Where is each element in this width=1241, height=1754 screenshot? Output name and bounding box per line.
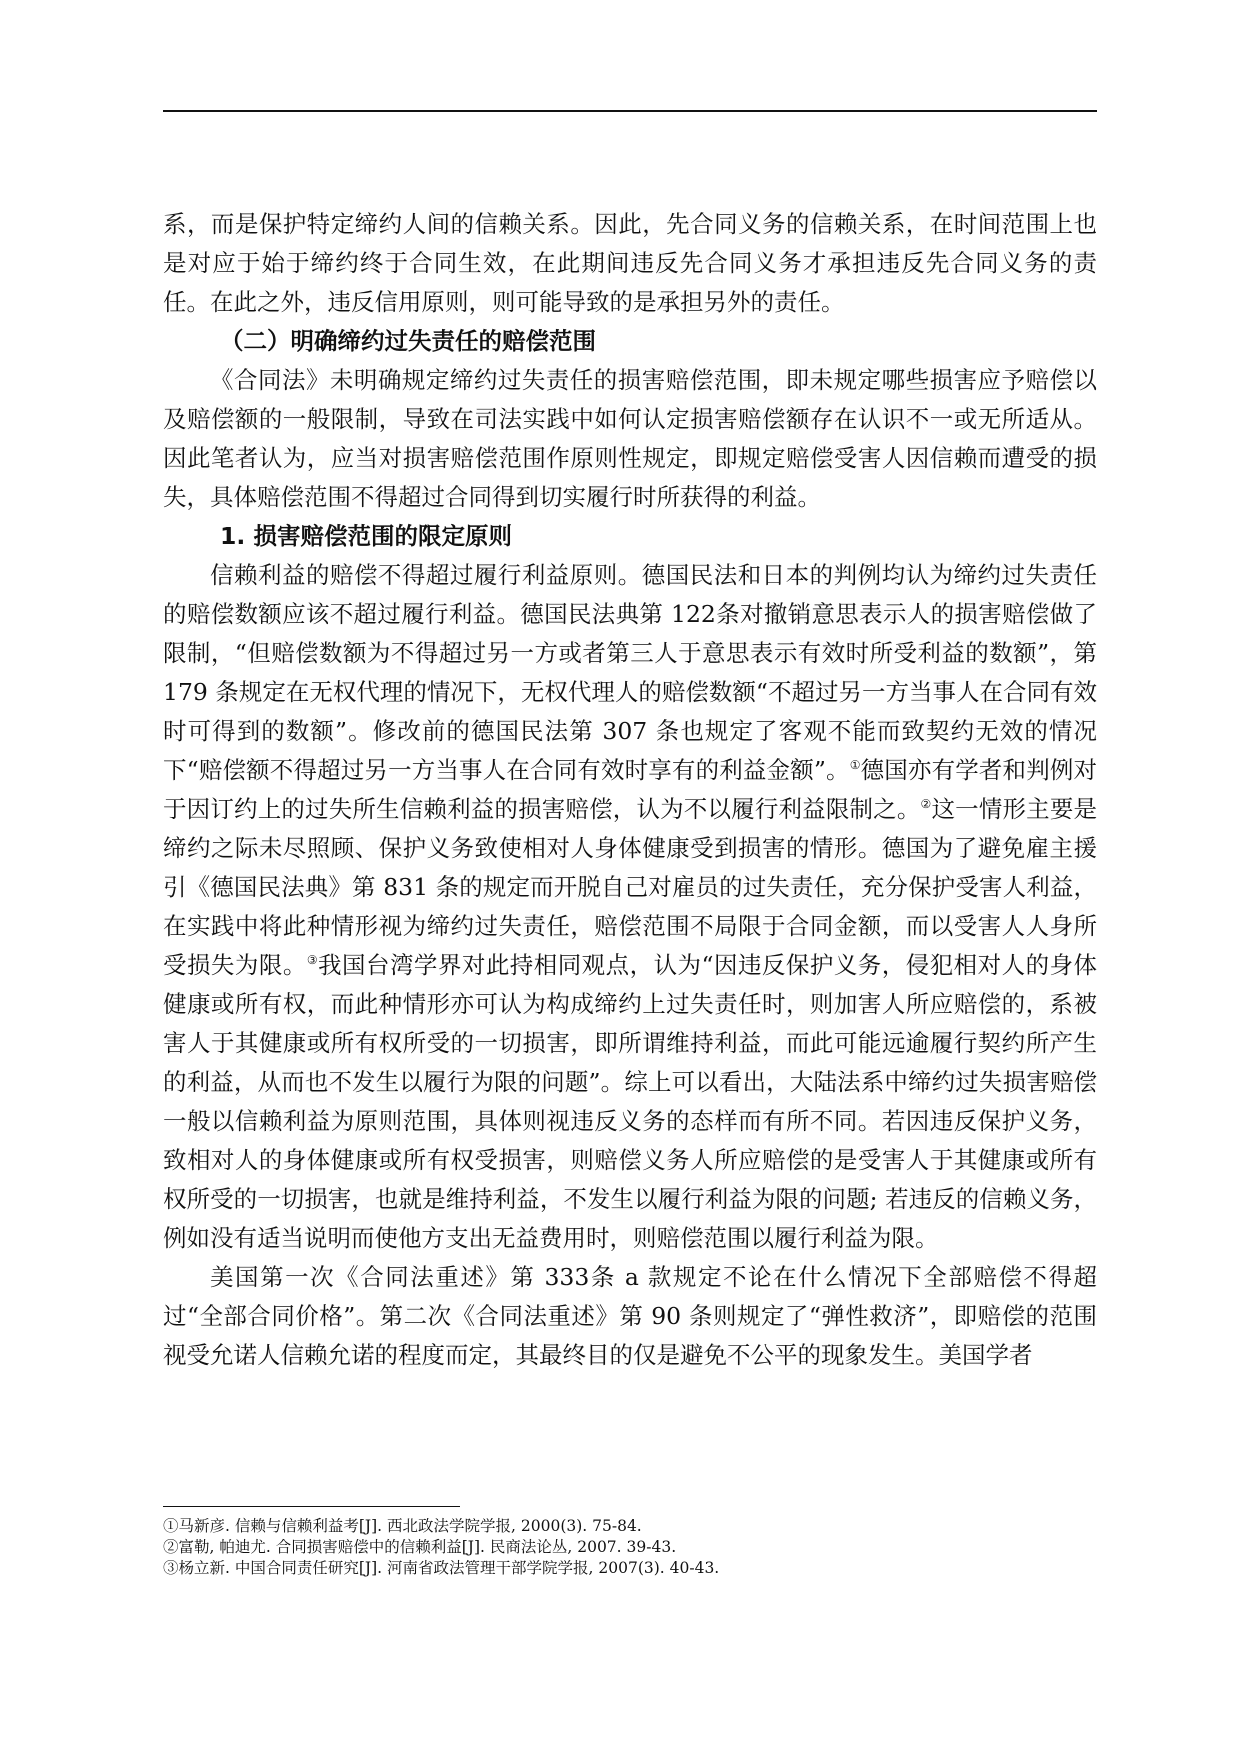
main-content (163, 205, 1097, 1375)
footnote-marker: ② (920, 797, 932, 812)
header-rule (163, 110, 1097, 112)
paragraph: 美国第一次《合同法重述》第 333条 a 款规定不论在什么情况下全部赔偿不得超过“全部合同价格”。第二次《合同法重述》第 90 条则规定了“弹性救济”，即赔偿的范围视受允诺人信赖允诺的程度而定，其最终目的仅是避免不公平的现象发生。美国学者 (163, 1263, 1097, 1369)
paragraph-text: 信赖利益的赔偿不得超过履行利益原则。德国民法和日本的判例均认为缔约过失责任的赔偿数额应该不超过履行利益。德国民法典第 122条对撤销意思表示人的损害赔偿做了限制，“但赔偿数额为不得超过另一方或者第三人于意思表示有效时所受利益的数额”，第 179 条规定在无权代理的情况下，无权代理人的赔偿数额“不超过另一方当事人在合同有效时可得到的数额”。修改前的德国民法第 307 条也规定了客观不能而致契约无效的情况下“赔偿额不得超过另一方当事人在合同有效时享有的利益金额”。 (163, 561, 1097, 784)
footnote-marker: ③ (306, 953, 319, 968)
footnote-marker: ① (849, 758, 861, 773)
paragraph-text: 我国台湾学界对此持相同观点，认为“因违反保护义务，侵犯相对人的身体健康或所有权，而此种情形亦可认为构成缔约上过失责任时，则加害人所应赔偿的，系被害人于其健康或所有权所受的一切损害，即所谓维持利益，而此可能远逾履行契约所产生的利益，从而也不发生以履行为限的问题”。综上可以看出，大陆法系中缔约过失损害赔偿一般以信赖利益为原则范围，具体则视违反义务的态样而有所不同。若因违反保护义务，致相对人的身体健康或所有权受损害，则赔偿义务人所应赔偿的是受害人于其健康或所有权所受的一切损害，也就是维持利益，不发生以履行利益为限的问题; 若违反的信赖义务，例如没有适当说明而使他方支出无益费用时，则赔偿范围以履行利益为限。 (163, 951, 1098, 1252)
paragraph-text: 德国亦有学者和判例对于因订约上的过失所生信赖利益的损害赔偿，认为不以履行利益限制之。 (163, 756, 1098, 823)
footnote: ②富勒, 帕迪尤. 合同损害赔偿中的信赖利益[J]. 民商法论丛, 2007. 39-43. (163, 1538, 677, 1556)
section-heading: （二）明确缔约过失责任的赔偿范围 (220, 327, 596, 355)
paragraph: 《合同法》未明确规定缔约过失责任的损害赔偿范围，即未规定哪些损害应予赔偿以及赔偿额的一般限制，导致在司法实践中如何认定损害赔偿额存在认识不一或无所适从。因此笔者认为，应当对损害赔偿范围作原则性规定，即规定赔偿受害人因信赖而遭受的损失，具体赔偿范围不得超过合同得到切实履行时所获得的利益。 (163, 366, 1097, 511)
footnote-separator (163, 1506, 460, 1507)
paragraph-continuation: 系，而是保护特定缔约人间的信赖关系。因此，先合同义务的信赖关系，在时间范围上也是对应于始于缔约终于合同生效，在此期间违反先合同义务才承担违反先合同义务的责任。在此之外，违反信用原则，则可能导致的是承担另外的责任。 (163, 210, 1097, 316)
footnote: ①马新彦. 信赖与信赖利益考[J]. 西北政法学院学报, 2000(3). 75-84. (163, 1517, 642, 1535)
paragraph-text: 这一情形主要是缔约之际未尽照顾、保护义务致使相对人身体健康受到损害的情形。德国为了避免雇主援引《德国民法典》第 831 条的规定而开脱自己对雇员的过失责任，充分保护受害人利益，在实践中将此种情形视为缔约过失责任，赔偿范围不局限于合同金额，而以受害人人身所受损失为限。 (163, 795, 1098, 979)
subsection-heading: 1. 损害赔偿范围的限定原则 (220, 522, 512, 550)
footnote: ③杨立新. 中国合同责任研究[J]. 河南省政法管理干部学院学报, 2007(3). 40-43. (163, 1559, 720, 1577)
footnotes (163, 1516, 1097, 1579)
paragraph (163, 556, 1097, 1258)
